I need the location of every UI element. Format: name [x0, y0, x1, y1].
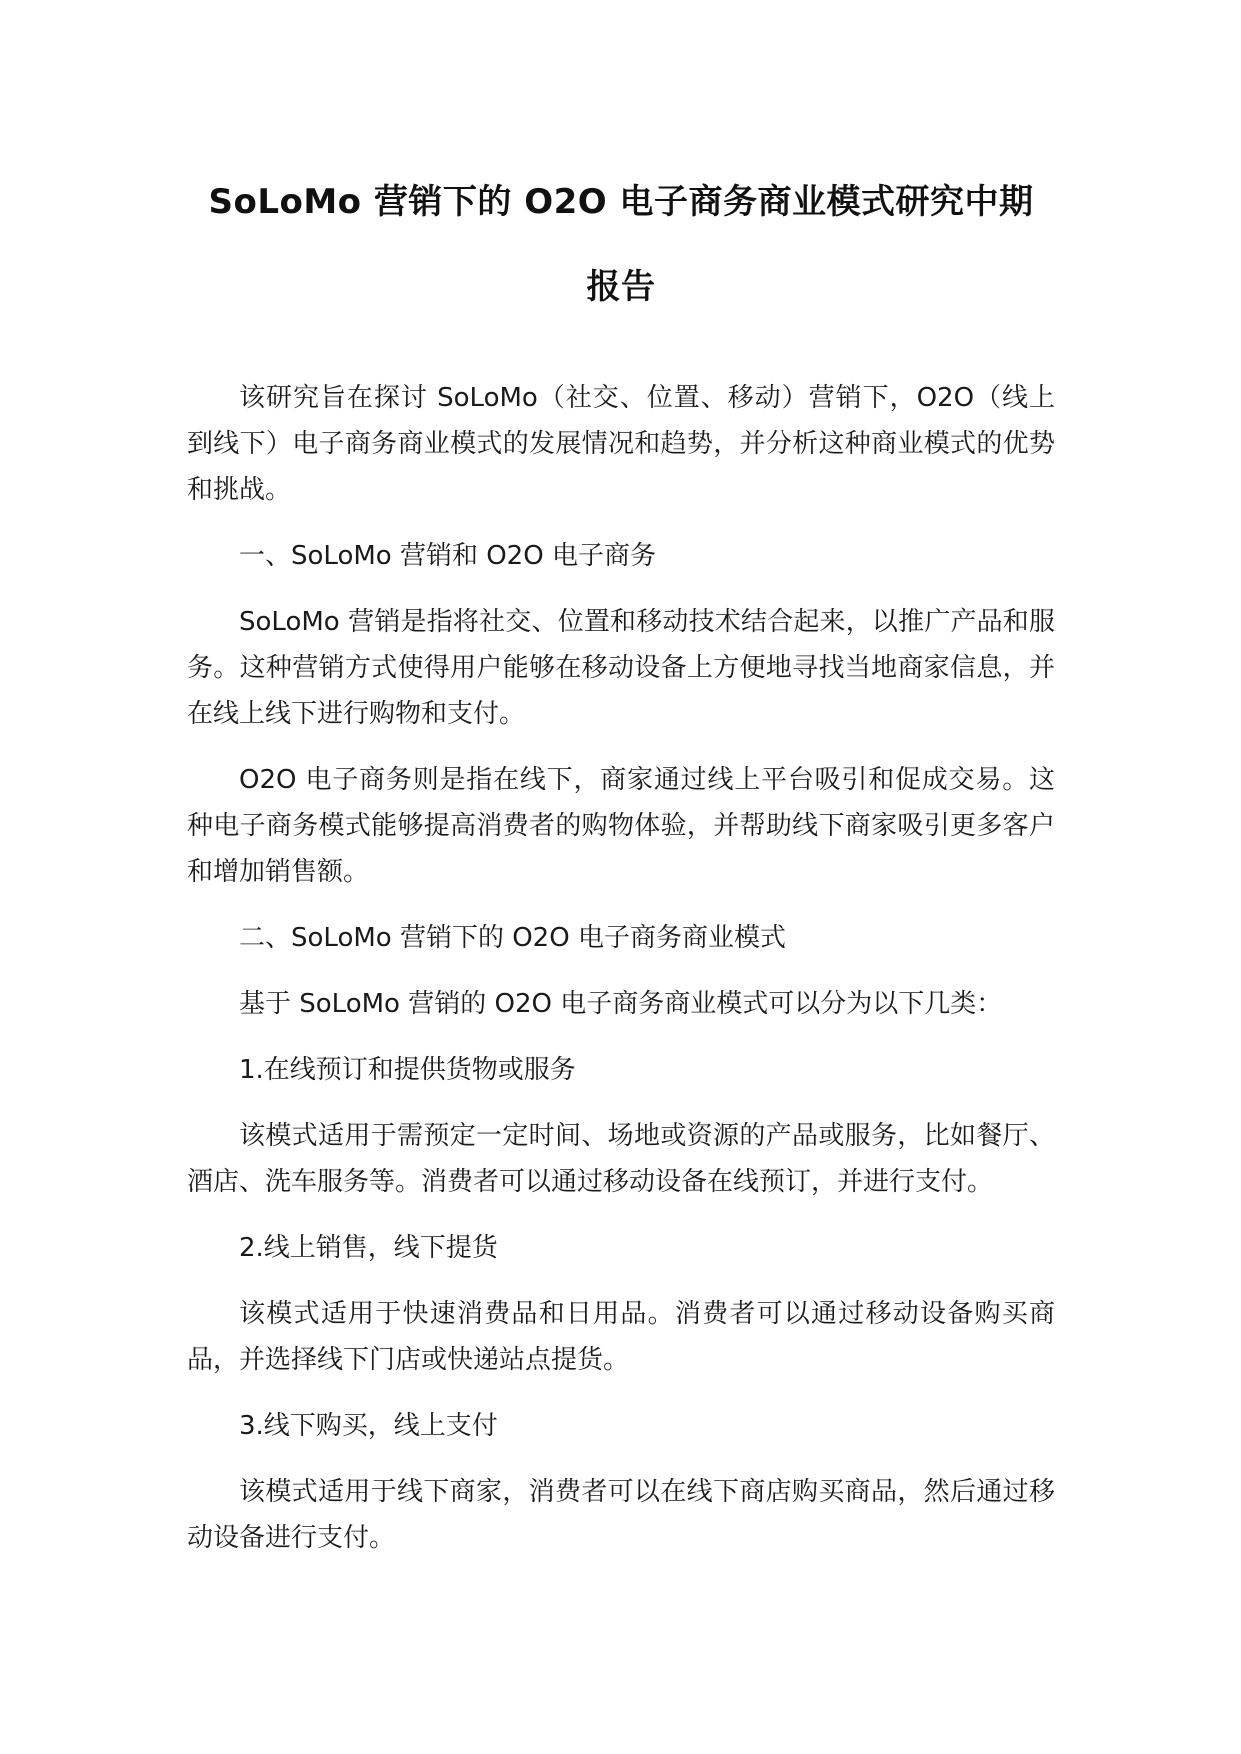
section-heading-2: 二、SoLoMo 营销下的 O2O 电子商务商业模式: [239, 923, 786, 953]
subheading-3: 3.线下购买，线上支付: [239, 1411, 498, 1441]
body-paragraph: SoLoMo 营销是指将社交、位置和移动技术结合起来，以推广产品和服务。这种营销方式使得用户能够在移动设备上方便地寻找当地商家信息，并在线上线下进行购物和支付。: [187, 607, 1055, 729]
subheading-2: 2.线上销售，线下提货: [239, 1233, 498, 1263]
section-heading-1: 一、SoLoMo 营销和 O2O 电子商务: [239, 541, 656, 571]
body-paragraph: O2O 电子商务则是指在线下，商家通过线上平台吸引和促成交易。这种电子商务模式能够提高消费者的购物体验，并帮助线下商家吸引更多客户和增加销售额。: [187, 765, 1055, 887]
intro-paragraph: 该研究旨在探讨 SoLoMo（社交、位置、移动）营销下，O2O（线上到线下）电子商务商业模式的发展情况和趋势，并分析这种商业模式的优势和挑战。: [187, 383, 1055, 505]
body-paragraph: 该模式适用于线下商家，消费者可以在线下商店购买商品，然后通过移动设备进行支付。: [187, 1477, 1055, 1553]
body-paragraph: 该模式适用于需预定一定时间、场地或资源的产品或服务，比如餐厅、酒店、洗车服务等。消费者可以通过移动设备在线预订，并进行支付。: [187, 1121, 1055, 1197]
document-title-line-2: 报告: [586, 267, 656, 307]
body-paragraph: 该模式适用于快速消费品和日用品。消费者可以通过移动设备购买商品，并选择线下门店或快递站点提货。: [187, 1299, 1055, 1375]
body-paragraph: 基于 SoLoMo 营销的 O2O 电子商务商业模式可以分为以下几类：: [239, 989, 1003, 1019]
document-title-line-1: SoLoMo 营销下的 O2O 电子商务商业模式研究中期: [208, 182, 1034, 222]
document-body: [187, 375, 1055, 1581]
subheading-1: 1.在线预订和提供货物或服务: [239, 1055, 576, 1085]
